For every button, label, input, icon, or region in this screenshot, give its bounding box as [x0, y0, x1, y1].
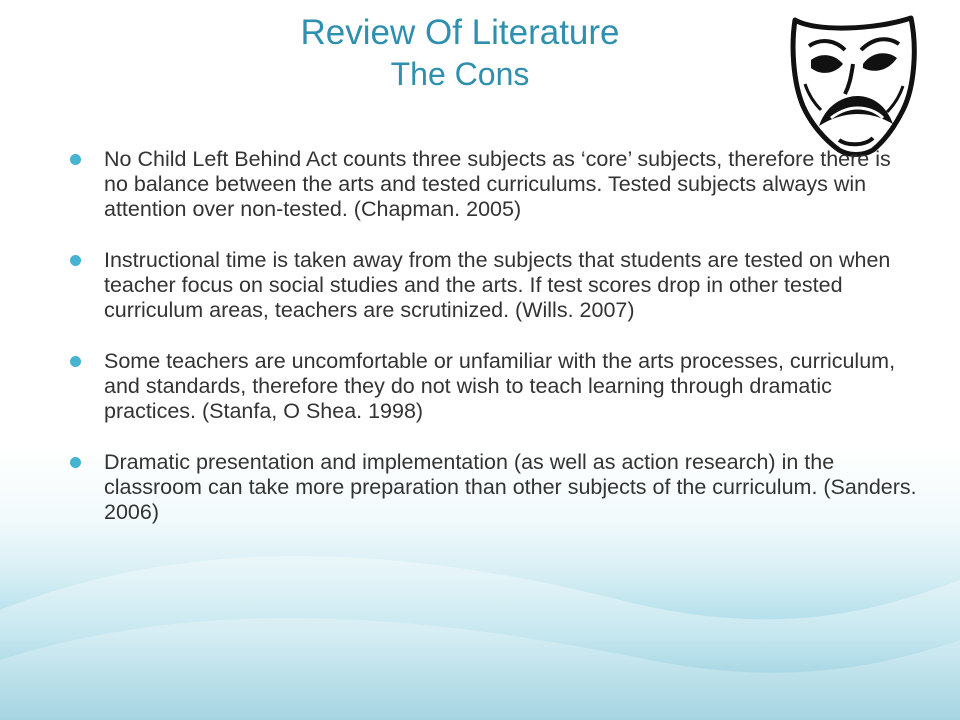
tragedy-mask-icon	[765, 6, 941, 162]
bullet-dot-icon	[70, 255, 81, 266]
list-item	[70, 147, 920, 222]
slide-subtitle: The Cons	[390, 56, 530, 92]
slide-title: Review Of Literature	[300, 13, 620, 52]
list-item	[70, 248, 920, 323]
list-item	[70, 349, 920, 424]
bullet-text: Some teachers are uncomfortable or unfamiliar with the arts processes, curriculum, and standards, therefore they do not wish to teach learning through dramatic practices. (Stanfa, O Shea. 1998)	[104, 349, 896, 423]
title-block	[180, 12, 740, 94]
bullet-list	[70, 147, 920, 551]
bullet-dot-icon	[70, 356, 81, 367]
bullet-text: No Child Left Behind Act counts three subjects as ‘core’ subjects, therefore there is no balance between the arts and tested curriculums. Tested subjects always win attention over non-tested. (Chapman. 2005)	[104, 147, 891, 221]
tragedy-mask-image	[765, 6, 941, 162]
bullet-text: Dramatic presentation and implementation (as well as action research) in the classroom can take more preparation than other subjects of the curriculum. (Sanders. 2006)	[104, 450, 917, 524]
list-item	[70, 450, 920, 525]
bullet-dot-icon	[70, 457, 81, 468]
bullet-text: Instructional time is taken away from the subjects that students are tested on when teacher focus on social studies and the arts. If test scores drop in other tested curriculum areas, teachers are scrutinized. (Wills. 2007)	[104, 248, 891, 322]
bullet-dot-icon	[70, 154, 81, 165]
